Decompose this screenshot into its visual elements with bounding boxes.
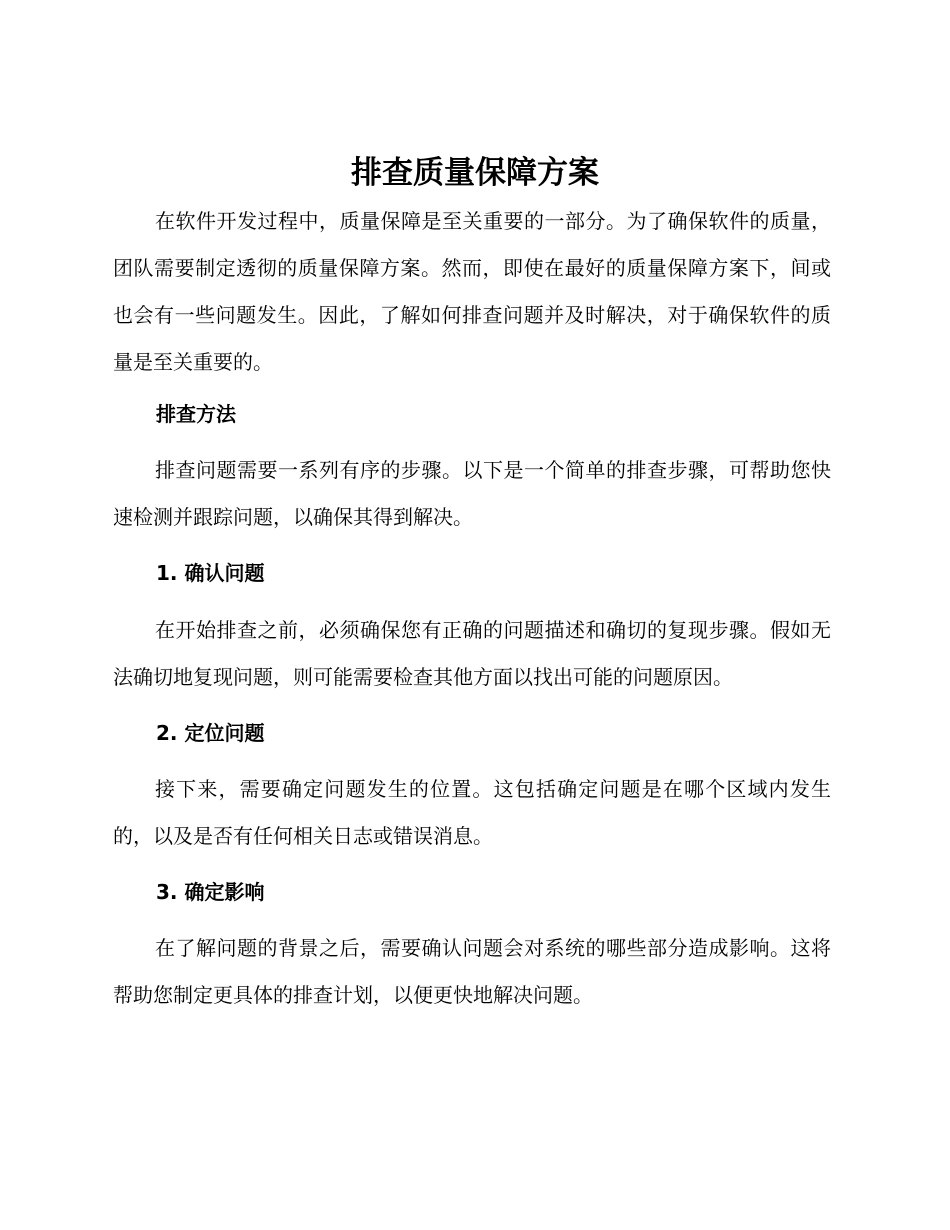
step-2-paragraph: 接下来，需要确定问题发生的位置。这包括确定问题是在哪个区域内发生的，以及是否有任何相关日志或错误消息。 xyxy=(113,777,831,848)
document-title: 排查质量保障方案 xyxy=(351,155,599,191)
step-3-paragraph: 在了解问题的背景之后，需要确认问题会对系统的哪些部分造成影响。这将帮助您制定更具体的排查计划，以便更快地解决问题。 xyxy=(113,936,831,1007)
step-2-heading: 2. 定位问题 xyxy=(156,721,265,745)
intro-paragraph: 在软件开发过程中，质量保障是至关重要的一部分。为了确保软件的质量，团队需要制定透彻的质量保障方案。然而，即使在最好的质量保障方案下，间或也会有一些问题发生。因此，了解如何排查问题并及时解决，对于确保软件的质量是至关重要的。 xyxy=(113,209,831,374)
step-1-paragraph: 在开始排查之前，必须确保您有正确的问题描述和确切的复现步骤。假如无法确切地复现问题，则可能需要检查其他方面以找出可能的问题原因。 xyxy=(113,618,831,689)
step-1-heading: 1. 确认问题 xyxy=(156,561,265,585)
method-heading: 排查方法 xyxy=(156,402,236,426)
step-3-heading: 3. 确定影响 xyxy=(156,880,265,904)
method-paragraph: 排查问题需要一系列有序的步骤。以下是一个简单的排查步骤，可帮助您快速检测并跟踪问题，以确保其得到解决。 xyxy=(113,458,831,529)
